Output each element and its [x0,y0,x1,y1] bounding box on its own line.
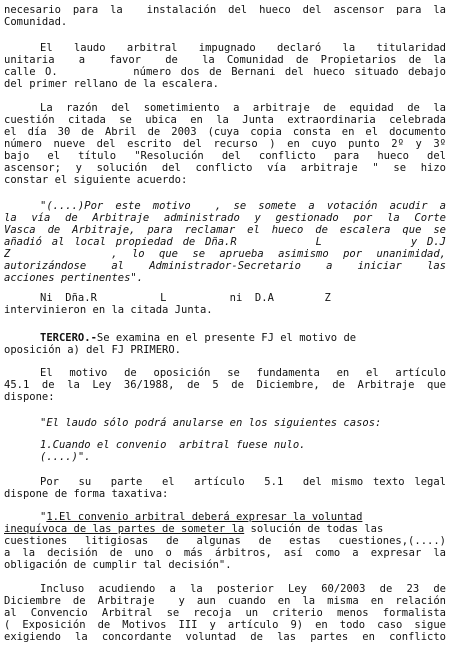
paragraph-5-line: El motivo de oposición se fundamenta en el artículo [40,367,446,379]
quote-3-line: a la decisión de uno o más árbitros, así como a expresar la [4,547,446,559]
quote-3-line [40,511,446,523]
paragraph-1-line: necesario para la instalación del hueco del ascensor para la [4,4,446,16]
quote-3-line: obligación de cumplir tal decisión". [4,559,232,571]
paragraph-1-line: Comunidad. [4,16,68,28]
paragraph-5-line: 45.1 de la Ley 36/1988, de 5 de Diciembre, de Arbitraje que [4,379,446,391]
quote-1-line: Z , lo que se aprueba asimismo por unanimidad, [4,248,446,260]
quote-1-line: añadió al local propiedad de Dña.R L y D.J [4,236,446,248]
paragraph-2-line: calle O. número dos de Bernani del hueco situado debajo [4,66,446,78]
paragraph-3-line: constar el siguiente acuerdo: [4,174,188,186]
paragraph-3-line: cuestión citada se ubica en la Junta extraordinaria celebrada [4,114,446,126]
paragraph-3-line: La razón del sometimiento a arbitraje de equidad de la [40,102,446,114]
paragraph-3-line: número nueve del escrito del recurso ) en cuyo punto 2º y 3º [4,138,446,150]
quote-3-underlined-text: inequívoca de las partes de someter la [4,523,245,535]
paragraph-7-line: exigiendo la concordante voluntad de las partes en conflicto [4,631,446,643]
paragraph-7-line: Diciembre de Arbitraje y aun cuando en la misma en relación [4,595,446,607]
paragraph-7-line: Incluso acudiendo a la posterior Ley 60/2003 de 23 de [40,583,446,595]
tercero-line: oposición a) del FJ PRIMERO. [4,344,182,356]
paragraph-7-line: al Convencio Arbitral se recoja un criterio menos formalista [4,607,446,619]
paragraph-5-line: dispone: [4,391,55,403]
quote-3-open-mark: " [40,511,47,523]
quote-1-line: Vasca de Arbitraje, para reclamar el hueco de escalera que se [4,224,446,236]
paragraph-3-line: bajo el título "Resolución del conflicto para hueco del [4,150,446,162]
quote-2-line: "El laudo sólo podrá anularse en los siguientes casos: [40,417,382,429]
paragraph-4-line: Ni Dña.R L ni D.A Z [40,292,331,304]
quote-2-line: (....)". [40,451,91,463]
paragraph-7-line: ( Exposición de Motivos III y artículo 9) en todo caso sigue [4,619,446,631]
quote-3-line [4,523,446,535]
paragraph-4-line: intervinieron en la citada Junta. [4,304,213,316]
quote-1-line: autorizándose al Administrador-Secretario a iniciar las [4,260,446,272]
tercero-line [40,332,446,344]
quote-1-line: acciones pertinentes". [4,272,144,284]
paragraph-3-line: ascensor; y solución del conflicto vía arbitraje " se hizo [4,162,446,174]
quote-3-line: cuestiones litigiosas de algunas de estas cuestiones,(....) [4,535,446,547]
tercero-text: Se examina en el presente FJ el motivo de [96,332,357,344]
paragraph-6-line: Por su parte el artículo 5.1 del mismo texto legal [40,476,446,488]
paragraph-3-line: el día 30 de Abril de 2003 (cuya copia consta en el documento [4,126,446,138]
paragraph-2-line: unitaria a favor de la Comunidad de Propietarios de la [4,54,446,66]
quote-2-line: 1.Cuando el convenio arbitral fuese nulo. [40,439,306,451]
quote-1-line: "(....)Por este motivo , se somete a votación acudir a [40,200,446,212]
quote-3-underlined-text: 1.El convenio arbitral deberá expresar la voluntad [46,511,363,523]
tercero-heading: TERCERO.- [40,332,97,344]
paragraph-6-line: dispone de forma taxativa: [4,488,169,500]
paragraph-2-line: El laudo arbitral impugnado declaró la titularidad [40,42,446,54]
quote-3-text: solución de todas las [244,523,384,535]
paragraph-2-line: del primer rellano de la escalera. [4,78,219,90]
quote-1-line: la vía de Arbitraje administrado y gestionado por la Corte [4,212,446,224]
